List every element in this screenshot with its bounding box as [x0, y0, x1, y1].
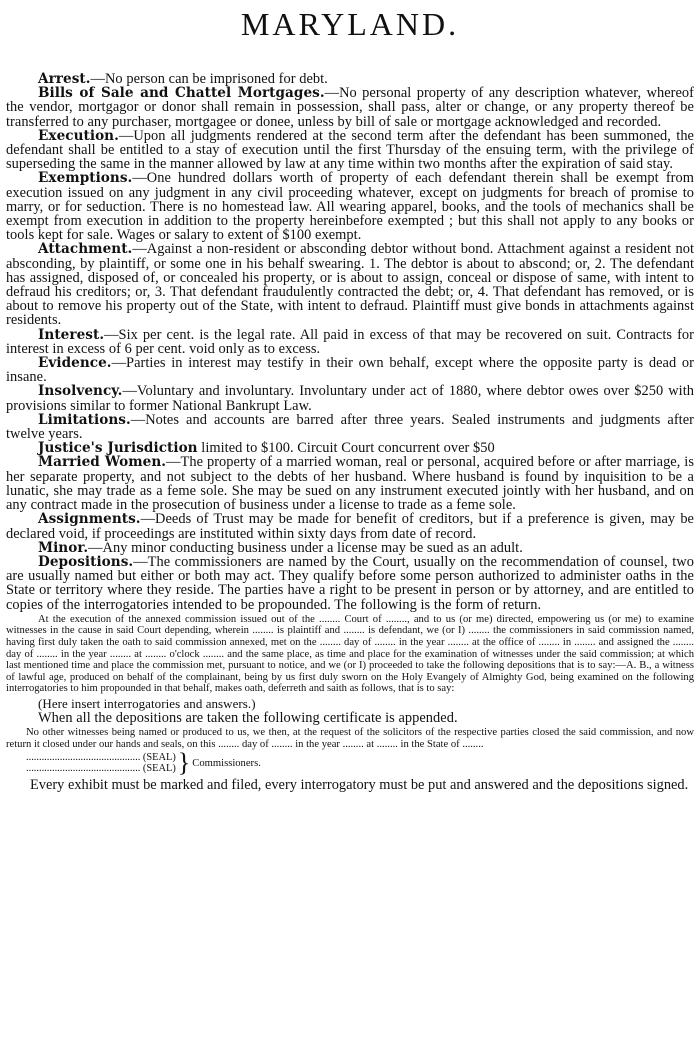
section-body: —Against a non-resident or absconding debtor without bond. Attachment against a resident not absconding, by plaintiff, or some one in his behalf swearing. 1. The debtor is about to abscond; or, 2. The defendant has assigned, disposed of, or concealed his property, or is about to assign, conceal or dispose of same, with intent to defraud his creditors; or, 3. That defendant fraudulently contracted the debt; or, 4. That defendant has removed, or is about to remove his property out of the State, with intent to defraud. Plaintiff must give bonds in attachments against residents.: [6, 241, 694, 329]
section-heading: Execution.: [38, 127, 119, 144]
section-heading: Justice's Jurisdiction: [38, 440, 198, 457]
section-heading: Minor.: [38, 539, 89, 556]
section-body: —The property of a married woman, real or personal, acquired before or after marriage, is her separate property, and not subject to the debts of her husband. Where husband is found by inquisition to be a lunatic, she may trade as a feme sole. She may be sued on any instrument executed jointly with her husband, and on any contract made in the prosecution of business under a license to trade as a feme sole.: [6, 454, 694, 514]
section-body: limited to $100. Circuit Court concurrent over $50: [197, 440, 495, 457]
brace-icon: }: [177, 748, 191, 778]
section-heading: Attachment.: [38, 241, 133, 258]
section-heading: Arrest.: [38, 71, 91, 87]
section-body: —No personal property of any description whatever, whereof the vendor, mortgagor or donor shall remain in possession, shall pass, alter or change, or any property thereof be transferred to any purchaser, mortgagee or donee, unless by bill of sale or mortgage acknowledged and recorded.: [6, 85, 694, 130]
insert-note: (Here insert interrogatories and answers.): [38, 695, 256, 711]
section-execution: [6, 129, 694, 172]
signature-block: [6, 748, 694, 778]
seal-line: ............................................ (SEAL): [26, 752, 176, 764]
section-heading: Interest.: [38, 326, 105, 343]
section-heading: Insolvency.: [38, 383, 123, 400]
commission-form-text: At the execution of the annexed commission issued out of the ........ Court of ........, and to us (or me) directed, empowering us (or me) to examine witnesses in the cause in said Court depending, wherein ........ is plaintiff and ........ is defendant, we (or I) ........ the commissioners in said commission named, having first duly taken the oath to said commission annexed, met on the ........ day of ........ in the year ........ at the office of ........ in ........ and assigned the ........ day of ........ in the year ........ at ........ o'clock ........ and the same place, as time and place for the examination of witnesses under the said commission; at which last mentioned time and place the commission met, pursuant to notice, and we (or I) proceeded to take the following depositions that is to say:—A. B., a witness of lawful age, produced on behalf of the complainant, being by us first duly sworn on the Holy Evangely of Almighty God, being examined on the following interrogatories to him propounded in that behalf, makes oath, deferreth and saith as follows, that is to say:: [6, 613, 694, 695]
seal-line: ............................................ (SEAL): [26, 763, 176, 775]
section-heading: Bills of Sale and Chattel Mortgages.: [38, 85, 325, 102]
section-heading: Married Women.: [38, 454, 167, 471]
page-title: MARYLAND.: [240, 6, 460, 42]
section-body: —One hundred dollars worth of property of each defendant therein shall be exempt from execution issued on any judgment in any civil proceeding whatever, except on judgments for breach of promise to marry, or for seduction. There is no homestead law. All wearing apparel, books, and the tools of mechanics shall be exempt from execution in addition to the property hereinbefore exempted ; but this shall not apply to any books or tools kept for sale. Wages or salary to extent of $100 exempt.: [6, 170, 694, 244]
certificate-text: No other witnesses being named or produced to us, we then, at the request of the solicitors of the respective parties closed the said commission, and now return it closed under our hands and seals, on this ........ day of ........ in the year ........ at ........ in the State of ........: [6, 727, 694, 750]
section-heading: Assignments.: [38, 511, 141, 528]
section-attachment: [6, 242, 694, 327]
section-body: —Six per cent. is the legal rate. All paid in excess of that may be recovered on suit. Contracts for interest in excess of 6 per cent. void only as to excess.: [6, 326, 694, 357]
section-body: —Upon all judgments rendered at the second term after the defendant has been summoned, the defendant shall be entitled to a stay of execution until the first Thursday of the ensuing term, with the privilege of superseding the same in the manner allowed by law at any time within two months after the expiration of said stay.: [6, 127, 694, 173]
section-exemptions: [6, 171, 694, 242]
section-justice-jurisdiction: [6, 441, 694, 455]
section-heading: Limitations.: [38, 411, 131, 428]
section-arrest: [6, 72, 694, 86]
section-body: —Parties in interest may testify in their own behalf, except where the opposite party is dead or insane.: [6, 355, 694, 386]
section-insolvency: [6, 384, 694, 412]
section-heading: Exemptions.: [38, 170, 133, 187]
section-depositions: [6, 555, 694, 612]
section-heading: Evidence.: [38, 355, 112, 372]
section-bills-of-sale: [6, 86, 694, 129]
section-assignments: [6, 512, 694, 540]
section-body: —No person can be imprisoned for debt.: [90, 71, 328, 87]
section-body: —Notes and accounts are barred after three years. Sealed instruments and judgments after twelve years.: [6, 411, 694, 443]
section-heading: Depositions.: [38, 553, 134, 570]
section-body: —Voluntary and involuntary. Involuntary under act of 1880, where debtor owes over $250 with provisions similar to former National Bankrupt Law.: [6, 383, 694, 414]
section-evidence: [6, 356, 694, 384]
closing-note: Every exhibit must be marked and filed, every interrogatory must be put and answered and the depositions signed.: [30, 777, 689, 794]
section-limitations: [6, 413, 694, 441]
commissioners-label: Commissioners.: [192, 757, 261, 769]
section-body: —The commissioners are named by the Court, usually on the recommendation of counsel, two are usually named but either or both may act. They qualify before some person authorized to administer oaths in the State or territory where they reside. The parties have a right to be present in person or by attorney, and are entitled to copies of the interrogatories intended to be propounded. The following is the form of return.: [6, 553, 694, 613]
section-married-women: [6, 455, 694, 512]
section-minor: [6, 541, 694, 555]
certificate-note: When all the depositions are taken the following certificate is appended.: [38, 709, 458, 726]
document-page: [6, 0, 694, 1048]
section-body: —Any minor conducting business under a license may be sued as an adult.: [88, 539, 523, 556]
section-body: —Deeds of Trust may be made for benefit of creditors, but if a preference is given, may be declared void, if proceedings are instituted within sixty days from date of record.: [6, 511, 694, 542]
section-interest: [6, 328, 694, 356]
